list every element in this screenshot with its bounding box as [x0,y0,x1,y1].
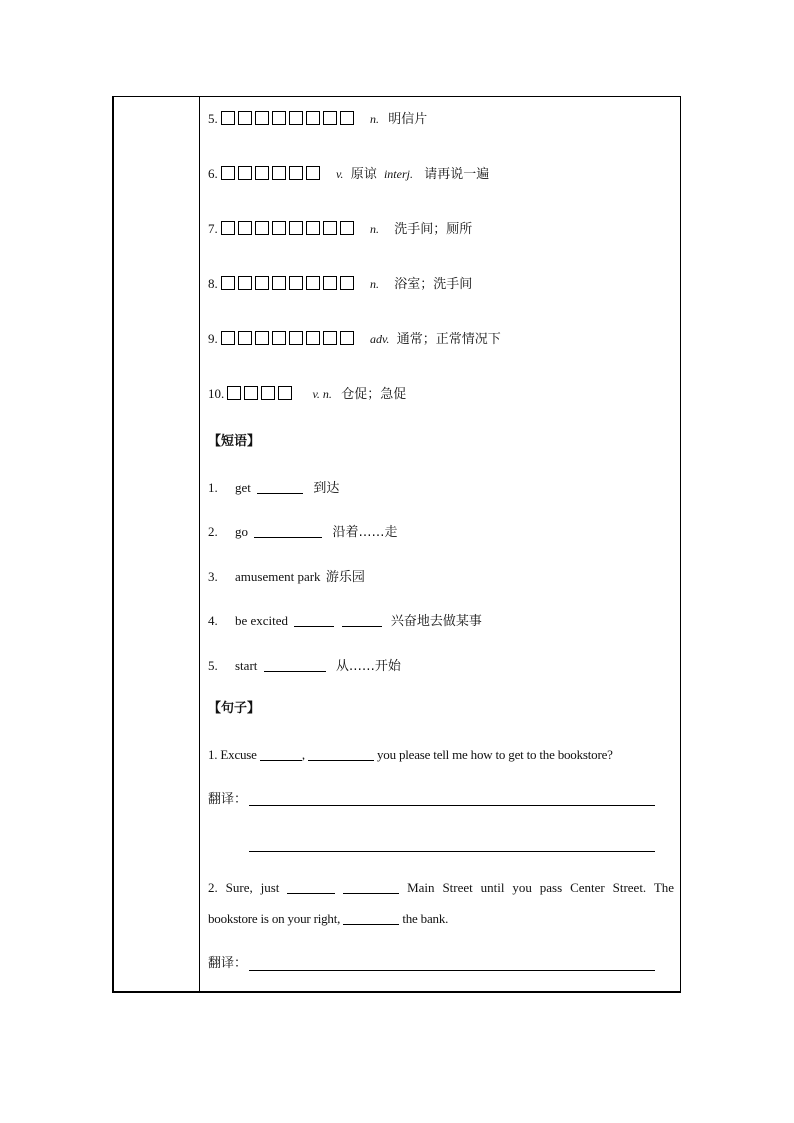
phrase-item-1 [208,479,339,498]
translate-label: 翻译： [208,956,248,971]
phrase-meaning: 从……开始 [335,659,401,674]
meaning: 明信片 [388,112,428,127]
answer-blank[interactable] [287,881,335,894]
translate-label: 翻译： [208,792,248,807]
translation-line[interactable] [249,970,655,971]
sentence-1 [208,746,613,764]
vocab-number: 10. [208,386,225,401]
worksheet-table [112,96,681,993]
vocab-item-5 [208,110,427,130]
sentence-text: you please tell me how to get to the bookstore? [377,747,613,762]
vocab-number: 5. [208,111,218,126]
phrase-number: 2. [208,524,218,539]
word: until [480,880,505,895]
letter-boxes [221,331,357,350]
answer-blank[interactable] [343,881,399,894]
translation-line[interactable] [249,805,655,806]
content-column [201,97,680,991]
phrase-item-2 [208,523,398,542]
part-of-speech: n. [370,222,379,236]
part-of-speech: adv. [370,332,390,346]
vocab-item-8 [208,275,472,295]
word: The [653,880,675,895]
word: you [512,880,532,895]
answer-blank[interactable] [264,659,326,672]
part-of-speech: n. [370,277,379,291]
part-of-speech-2: interj. [383,167,413,181]
letter-boxes [221,166,323,185]
word: Main [407,880,435,895]
vocab-number: 8. [208,276,218,291]
vocab-item-10 [208,385,406,405]
phrase-meaning: 沿着……走 [332,525,398,540]
vocab-number: 7. [208,221,218,236]
vocab-item-6 [208,165,489,185]
letter-boxes [227,386,295,405]
meaning: 原谅 [350,167,377,182]
vocab-number: 6. [208,166,218,181]
answer-blank[interactable] [257,481,303,494]
sentence-comma: , [301,747,305,762]
word: pass [539,880,563,895]
phrases-heading: 【短语】 [208,434,261,449]
answer-blank[interactable] [260,748,302,761]
phrase-meaning: 到达 [313,481,340,496]
word: 2. [208,880,218,895]
word: Center [570,880,605,895]
phrase-number: 3. [208,569,218,584]
phrase-meaning: 游乐园 [325,570,365,585]
phrase-item-3 [208,568,365,587]
phrase-number: 5. [208,658,218,673]
phrase-text: amusement park [235,569,321,584]
sentences-heading: 【句子】 [208,701,261,716]
phrase-number: 1. [208,480,218,495]
sentence-text: bookstore is on your right, [208,911,341,926]
meaning: 洗手间；厕所 [394,222,473,237]
phrase-item-5 [208,657,401,676]
letter-boxes [221,111,357,130]
vocab-item-7 [208,220,472,240]
phrase-text: get [235,480,251,495]
part-of-speech: n. [370,112,379,126]
translation-line[interactable] [249,851,655,852]
sentence-2-line-2 [208,910,448,928]
answer-blank[interactable] [294,614,334,627]
phrase-text: start [235,658,258,673]
phrase-text: be excited [235,613,289,628]
part-of-speech: v. n. [312,387,332,401]
word: Street [442,880,473,895]
answer-blank[interactable] [343,912,399,925]
phrase-number: 4. [208,613,218,628]
left-column [114,97,200,991]
meaning-2: 请再说一遍 [424,167,490,182]
meaning: 浴室；洗手间 [394,277,473,292]
answer-blank[interactable] [342,614,382,627]
word: just [260,880,280,895]
meaning: 仓促；急促 [341,387,407,402]
word: Sure, [225,880,253,895]
sentence-text: 1. Excuse [208,747,257,762]
part-of-speech: v. [336,167,344,181]
sentence-2-line-1 [208,879,674,897]
answer-blank[interactable] [308,748,374,761]
phrase-meaning: 兴奋地去做某事 [390,614,482,629]
word: Street. [612,880,647,895]
letter-boxes [221,276,357,295]
meaning: 通常；正常情况下 [396,332,501,347]
vocab-number: 9. [208,331,218,346]
vocab-item-9 [208,330,501,350]
phrase-text: go [235,524,248,539]
answer-blank[interactable] [254,525,322,538]
letter-boxes [221,221,357,240]
sentence-text: the bank. [402,911,449,926]
phrase-item-4 [208,612,482,631]
